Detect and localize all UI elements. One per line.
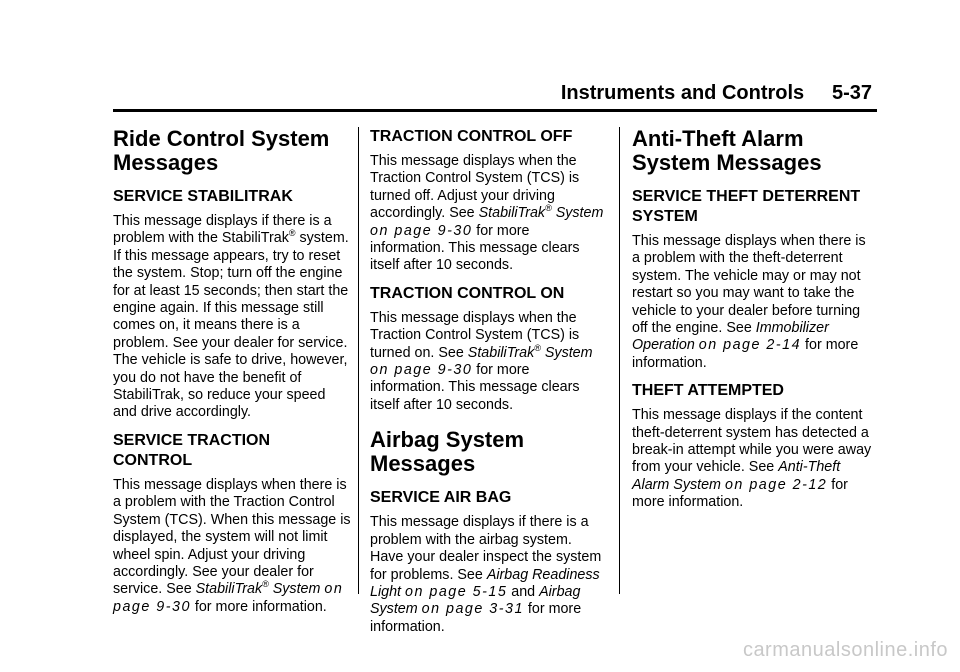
column-3 (632, 127, 877, 521)
paragraph: This message displays when there is a problem with the theft-deterrent system. The vehicle may or may not restart so you may want to take the vehicle to your dealer before turning off the engine. See Immobilizer Operation on page 2-14 for more information. (632, 233, 866, 371)
cross-reference-link[interactable]: StabiliTrak® System on page 9-30 (370, 342, 593, 379)
cross-reference-link[interactable]: Anti-Theft Alarm System on page 2-12 (632, 459, 841, 493)
subsection-heading: SERVICE AIR BAG (370, 489, 512, 507)
column-divider (619, 127, 620, 594)
column-divider (358, 127, 359, 594)
column-2 (370, 127, 608, 645)
column-1 (113, 127, 353, 625)
cross-reference-link[interactable]: Airbag Readiness Light on page 5-15 (370, 566, 600, 600)
cross-reference-link[interactable]: Immobilizer Operation on page 2-14 (632, 320, 829, 354)
paragraph: This message displays when the Traction Control System (TCS) is turned off. Adjust your driving accordingly. See StabiliTrak® System on page 9-30 for more information. This message clears itself after 10 seconds. (370, 153, 604, 274)
page-number: 5-37 (831, 82, 872, 104)
section-heading: Airbag System Messages (370, 427, 525, 477)
subsection-heading: SERVICE TRACTION CONTROL (113, 431, 271, 469)
paragraph: This message displays when the Traction Control System (TCS) is turned on. See StabiliTrak® System on page 9-30 for more information. This message clears itself after 10 seconds. (370, 309, 593, 413)
cross-reference-link[interactable]: StabiliTrak® System on page 9-30 (370, 203, 604, 239)
subsection-heading: THEFT ATTEMPTED (632, 382, 784, 400)
section-heading: Anti-Theft Alarm System Messages (632, 126, 822, 175)
section-heading: Ride Control System Messages (113, 126, 330, 175)
header-rule (113, 109, 877, 112)
subsection-heading: SERVICE THEFT DETERRENT SYSTEM (632, 188, 861, 225)
cross-reference-link[interactable]: Airbag System on page 3-31 (370, 583, 581, 618)
paragraph: This message displays when there is a problem with the Traction Control System (TCS). When this message is displayed, the system will not limit wheel spin. Adjust your driving accordingly. See your dealer for service. See StabiliTrak® System on page 9-30 for more information. (113, 476, 351, 615)
paragraph: This message displays if the content theft-deterrent system has detected a break-in attempt while you were away from your vehicle. See Anti-Theft Alarm System on page 2-12 for more information. (632, 407, 872, 511)
subsection-heading: SERVICE STABILITRAK (113, 188, 293, 205)
paragraph: This message displays if there is a problem with the StabiliTrak® system. If this message appears, try to reset the system. Stop; turn off the engine for at least 15 seconds; then start the engine again. If this message still comes on, it means there is a problem. See your dealer for service. The vehicle is safe to drive, however, you do not have the benefit of StabiliTrak, so reduce your speed and drive accordingly. (113, 213, 349, 421)
running-header (560, 81, 872, 105)
watermark: carmanualsonline.info (742, 639, 948, 661)
paragraph: This message displays if there is a problem with the airbag system. Have your dealer inspect the system for problems. See Airbag Readiness Light on page 5-15 and Airbag System on page 3-31 for more information. (370, 514, 602, 635)
subsection-heading: TRACTION CONTROL OFF (370, 128, 573, 145)
subsection-heading: TRACTION CONTROL ON (370, 284, 565, 302)
cross-reference-link[interactable]: StabiliTrak® System on page 9-30 (113, 579, 344, 615)
section-title: Instruments and Controls (560, 82, 805, 104)
